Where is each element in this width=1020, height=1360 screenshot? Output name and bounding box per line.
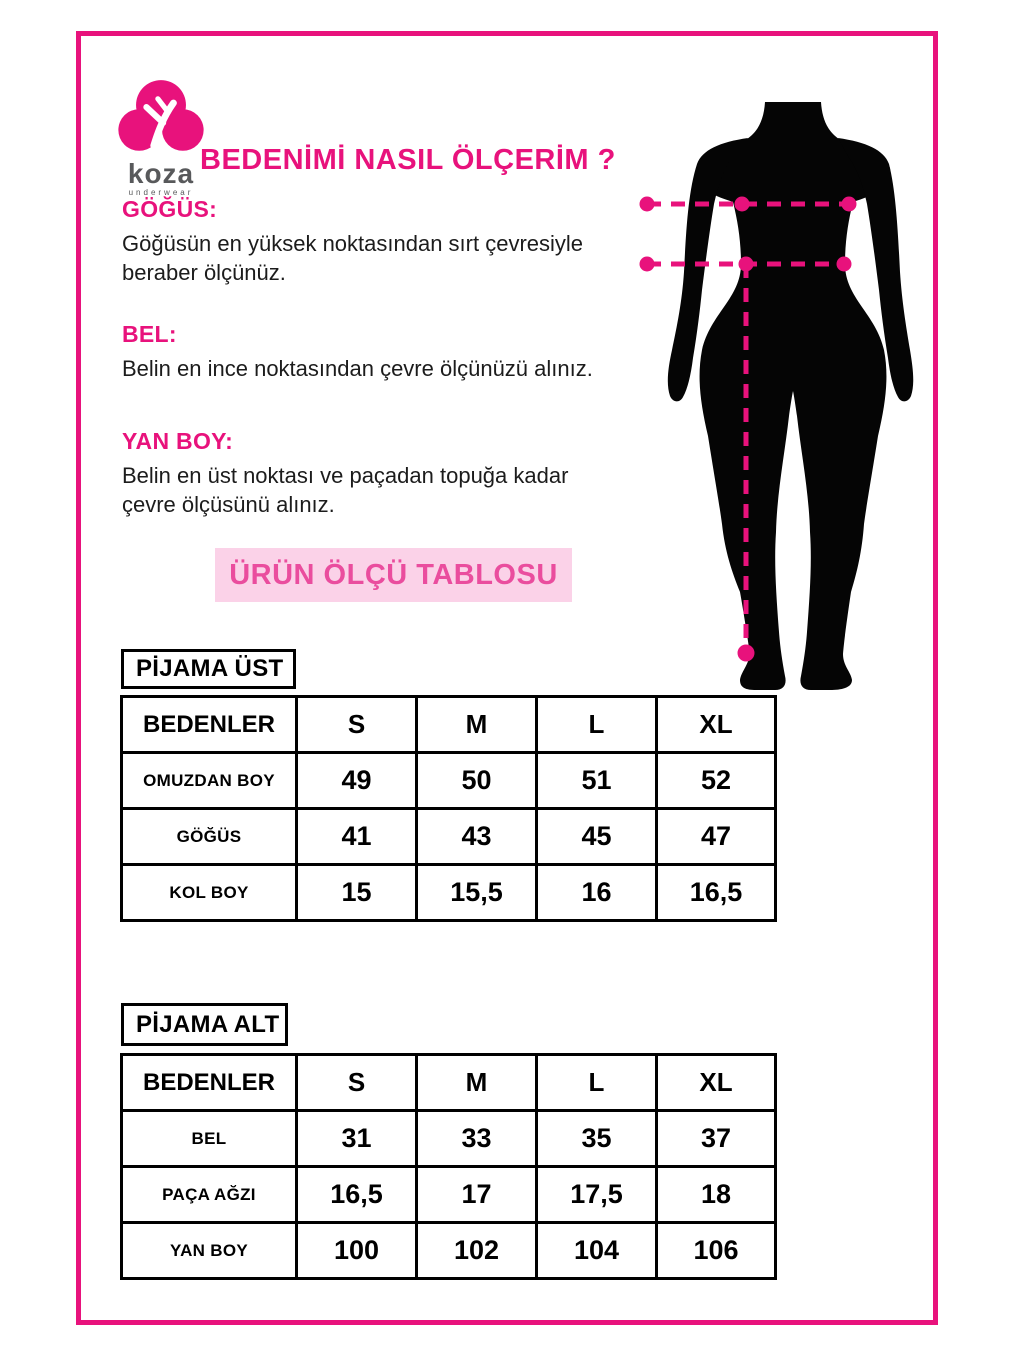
header-cell: BEDENLER [122, 697, 297, 753]
table-cell: 35 [537, 1111, 657, 1167]
table-cell: 33 [417, 1111, 537, 1167]
table-row [122, 1111, 776, 1167]
table-row [122, 753, 776, 809]
table-cell: 51 [537, 753, 657, 809]
table-cell: 17,5 [537, 1167, 657, 1223]
brand-name: koza [127, 158, 195, 189]
table-row [122, 1223, 776, 1279]
table-cell: 16,5 [297, 1167, 417, 1223]
table-cell: 16,5 [657, 865, 776, 921]
table-cell: 104 [537, 1223, 657, 1279]
instruction-chest [122, 196, 622, 287]
table-row [122, 1167, 776, 1223]
brand-logo [113, 78, 209, 197]
instruction-heading: GÖĞÜS: [122, 196, 218, 222]
header-cell: L [537, 1055, 657, 1111]
table-row [122, 865, 776, 921]
table-header-row [122, 1055, 776, 1111]
instruction-waist [122, 321, 622, 383]
table-cell: 17 [417, 1167, 537, 1223]
table-cell: 15 [297, 865, 417, 921]
header-cell: M [417, 1055, 537, 1111]
header-cell: L [537, 697, 657, 753]
header-cell: S [297, 697, 417, 753]
table-header-row [122, 697, 776, 753]
table-cell: 15,5 [417, 865, 537, 921]
table-cell: 47 [657, 809, 776, 865]
header-cell: S [297, 1055, 417, 1111]
instruction-text: Belin en ince noktasından çevre ölçünüzü alınız. [122, 356, 593, 381]
table-cell: 106 [657, 1223, 776, 1279]
body-silhouette [668, 102, 913, 690]
table-cell: 50 [417, 753, 537, 809]
header-cell: XL [657, 1055, 776, 1111]
table-title-pijama-ust: PİJAMA ÜST [121, 649, 296, 689]
size-table-pijama-ust [120, 695, 777, 922]
size-table-pijama-alt [120, 1053, 777, 1280]
koza-trefoil-icon [113, 78, 209, 156]
instruction-heading: BEL: [122, 321, 177, 347]
instruction-heading: YAN BOY: [122, 428, 234, 454]
header-cell: BEDENLER [122, 1055, 297, 1111]
table-cell: 41 [297, 809, 417, 865]
table-cell: 16 [537, 865, 657, 921]
table-cell: 100 [297, 1223, 417, 1279]
row-label: YAN BOY [122, 1223, 297, 1279]
table-cell: 18 [657, 1167, 776, 1223]
header-cell: M [417, 697, 537, 753]
table-cell: 49 [297, 753, 417, 809]
row-label: OMUZDAN BOY [122, 753, 297, 809]
brand-subtitle: underwear [128, 188, 194, 197]
table-row [122, 809, 776, 865]
instruction-text: Belin en üst noktası ve paçadan topuğa kadar çevre ölçüsünü alınız. [122, 463, 569, 517]
header-cell: XL [657, 697, 776, 753]
table-cell: 52 [657, 753, 776, 809]
instruction-side-length [122, 428, 622, 519]
instruction-text: Göğüsün en yüksek noktasından sırt çevresiyle beraber ölçünüz. [122, 231, 584, 285]
table-cell: 31 [297, 1111, 417, 1167]
table-cell: 43 [417, 809, 537, 865]
table-title-pijama-alt: PİJAMA ALT [121, 1003, 288, 1046]
table-cell: 45 [537, 809, 657, 865]
row-label: BEL [122, 1111, 297, 1167]
row-label: GÖĞÜS [122, 809, 297, 865]
page-title: BEDENİMİ NASIL ÖLÇERİM ? [200, 144, 616, 176]
table-cell: 102 [417, 1223, 537, 1279]
body-measurement-diagram [600, 60, 960, 720]
table-cell: 37 [657, 1111, 776, 1167]
row-label: PAÇA AĞZI [122, 1167, 297, 1223]
size-table-banner: ÜRÜN ÖLÇÜ TABLOSU [215, 548, 572, 602]
row-label: KOL BOY [122, 865, 297, 921]
